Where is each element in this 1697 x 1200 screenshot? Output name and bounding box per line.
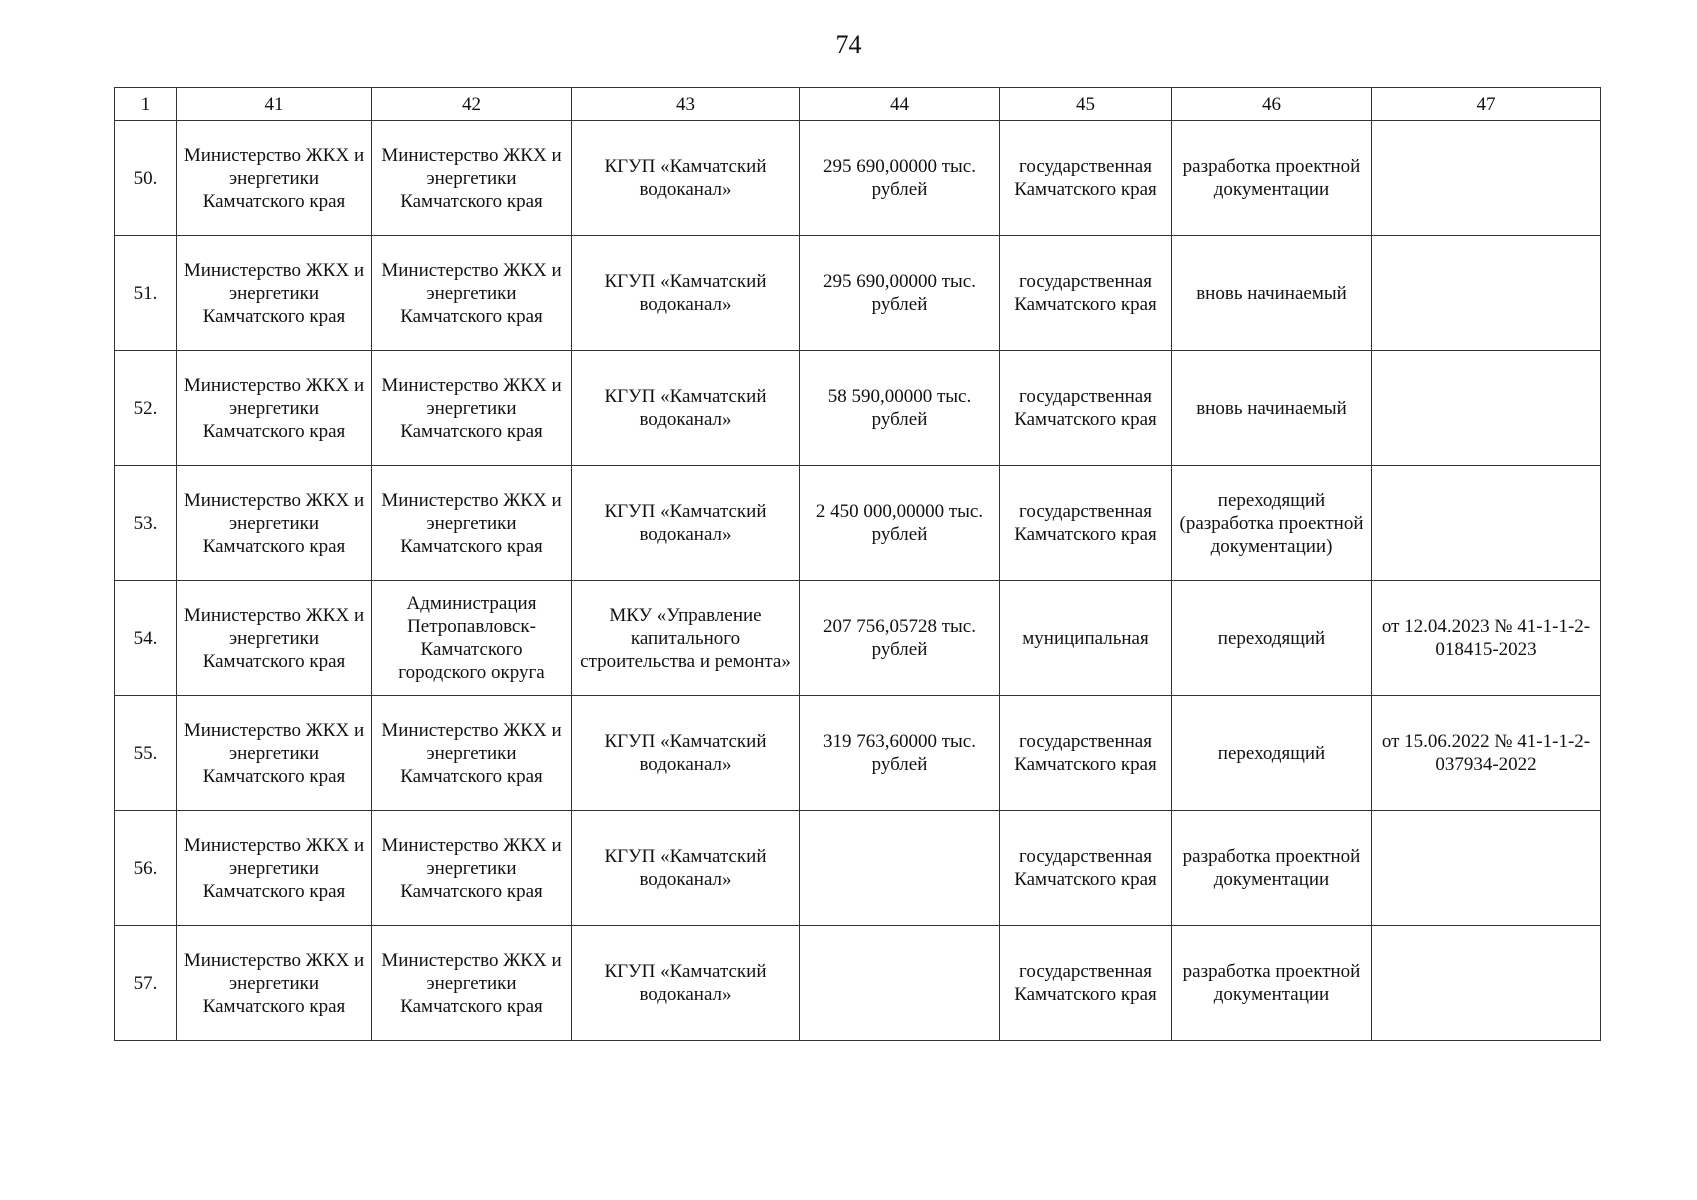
expertise-cell: [1372, 236, 1601, 351]
status-cell: переходящий: [1172, 581, 1372, 696]
table-row: [115, 236, 1601, 351]
developer-cell: КГУП «Камчатский водоканал»: [572, 351, 800, 466]
status-cell: разработка проектной документации: [1172, 926, 1372, 1041]
customer-cell: Министерство ЖКХ и энергетики Камчатского края: [372, 811, 572, 926]
developer-cell: МКУ «Управление капитального строительства и ремонта»: [572, 581, 800, 696]
ownership-cell: государственная Камчатского края: [1000, 811, 1172, 926]
customer-cell: Министерство ЖКХ и энергетики Камчатского края: [372, 696, 572, 811]
table-row: [115, 696, 1601, 811]
ministry-cell: Министерство ЖКХ и энергетики Камчатского края: [177, 811, 372, 926]
developer-cell: КГУП «Камчатский водоканал»: [572, 811, 800, 926]
table-row: [115, 121, 1601, 236]
customer-cell: Министерство ЖКХ и энергетики Камчатского края: [372, 926, 572, 1041]
row-number: 52.: [115, 351, 177, 466]
ministry-cell: Министерство ЖКХ и энергетики Камчатского края: [177, 926, 372, 1041]
status-cell: разработка проектной документации: [1172, 811, 1372, 926]
ministry-cell: Министерство ЖКХ и энергетики Камчатского края: [177, 236, 372, 351]
page-number: 74: [835, 30, 862, 59]
ownership-cell: муниципальная: [1000, 581, 1172, 696]
ownership-cell: государственная Камчатского края: [1000, 466, 1172, 581]
ownership-cell: государственная Камчатского края: [1000, 696, 1172, 811]
cost-cell: 58 590,00000 тыс. рублей: [800, 351, 1000, 466]
header-col-43: 43: [572, 88, 800, 121]
expertise-cell: [1372, 121, 1601, 236]
header-col-47: 47: [1372, 88, 1601, 121]
table-row: [115, 811, 1601, 926]
cost-cell: [800, 811, 1000, 926]
developer-cell: КГУП «Камчатский водоканал»: [572, 121, 800, 236]
table-body: [115, 121, 1601, 1041]
table-header: [115, 88, 1601, 121]
ownership-cell: государственная Камчатского края: [1000, 926, 1172, 1041]
header-row: [115, 88, 1601, 121]
row-number: 50.: [115, 121, 177, 236]
cost-cell: 319 763,60000 тыс. рублей: [800, 696, 1000, 811]
developer-cell: КГУП «Камчатский водоканал»: [572, 926, 800, 1041]
expertise-cell: [1372, 351, 1601, 466]
header-col-1: 1: [115, 88, 177, 121]
customer-cell: Министерство ЖКХ и энергетики Камчатского края: [372, 351, 572, 466]
developer-cell: КГУП «Камчатский водоканал»: [572, 236, 800, 351]
developer-cell: КГУП «Камчатский водоканал»: [572, 466, 800, 581]
cost-cell: 295 690,00000 тыс. рублей: [800, 121, 1000, 236]
row-number: 53.: [115, 466, 177, 581]
row-number: 56.: [115, 811, 177, 926]
row-number: 55.: [115, 696, 177, 811]
table-row: [115, 466, 1601, 581]
header-col-41: 41: [177, 88, 372, 121]
ministry-cell: Министерство ЖКХ и энергетики Камчатского края: [177, 696, 372, 811]
cost-cell: 2 450 000,00000 тыс. рублей: [800, 466, 1000, 581]
cost-cell: 207 756,05728 тыс. рублей: [800, 581, 1000, 696]
header-col-45: 45: [1000, 88, 1172, 121]
customer-cell: Министерство ЖКХ и энергетики Камчатского края: [372, 466, 572, 581]
expertise-cell: [1372, 926, 1601, 1041]
customer-cell: Министерство ЖКХ и энергетики Камчатского края: [372, 121, 572, 236]
expertise-cell: [1372, 466, 1601, 581]
ownership-cell: государственная Камчатского края: [1000, 351, 1172, 466]
developer-cell: КГУП «Камчатский водоканал»: [572, 696, 800, 811]
status-cell: разработка проектной документации: [1172, 121, 1372, 236]
table-row: [115, 926, 1601, 1041]
expertise-cell: [1372, 811, 1601, 926]
customer-cell: Министерство ЖКХ и энергетики Камчатского края: [372, 236, 572, 351]
expertise-cell: от 12.04.2023 № 41-1-1-2-018415-2023: [1372, 581, 1601, 696]
row-number: 57.: [115, 926, 177, 1041]
objects-table: [114, 87, 1601, 1041]
status-cell: вновь начинаемый: [1172, 236, 1372, 351]
ownership-cell: государственная Камчатского края: [1000, 236, 1172, 351]
ownership-cell: государственная Камчатского края: [1000, 121, 1172, 236]
cost-cell: [800, 926, 1000, 1041]
ministry-cell: Министерство ЖКХ и энергетики Камчатского края: [177, 351, 372, 466]
ministry-cell: Министерство ЖКХ и энергетики Камчатского края: [177, 581, 372, 696]
ministry-cell: Министерство ЖКХ и энергетики Камчатского края: [177, 466, 372, 581]
header-col-46: 46: [1172, 88, 1372, 121]
table-row: [115, 351, 1601, 466]
row-number: 54.: [115, 581, 177, 696]
status-cell: переходящий: [1172, 696, 1372, 811]
status-cell: переходящий (разработка проектной документации): [1172, 466, 1372, 581]
expertise-cell: от 15.06.2022 № 41-1-1-2-037934-2022: [1372, 696, 1601, 811]
cost-cell: 295 690,00000 тыс. рублей: [800, 236, 1000, 351]
status-cell: вновь начинаемый: [1172, 351, 1372, 466]
customer-cell: Администрация Петропавловск-Камчатского городского округа: [372, 581, 572, 696]
table-row: [115, 581, 1601, 696]
header-col-44: 44: [800, 88, 1000, 121]
ministry-cell: Министерство ЖКХ и энергетики Камчатского края: [177, 121, 372, 236]
header-col-42: 42: [372, 88, 572, 121]
row-number: 51.: [115, 236, 177, 351]
